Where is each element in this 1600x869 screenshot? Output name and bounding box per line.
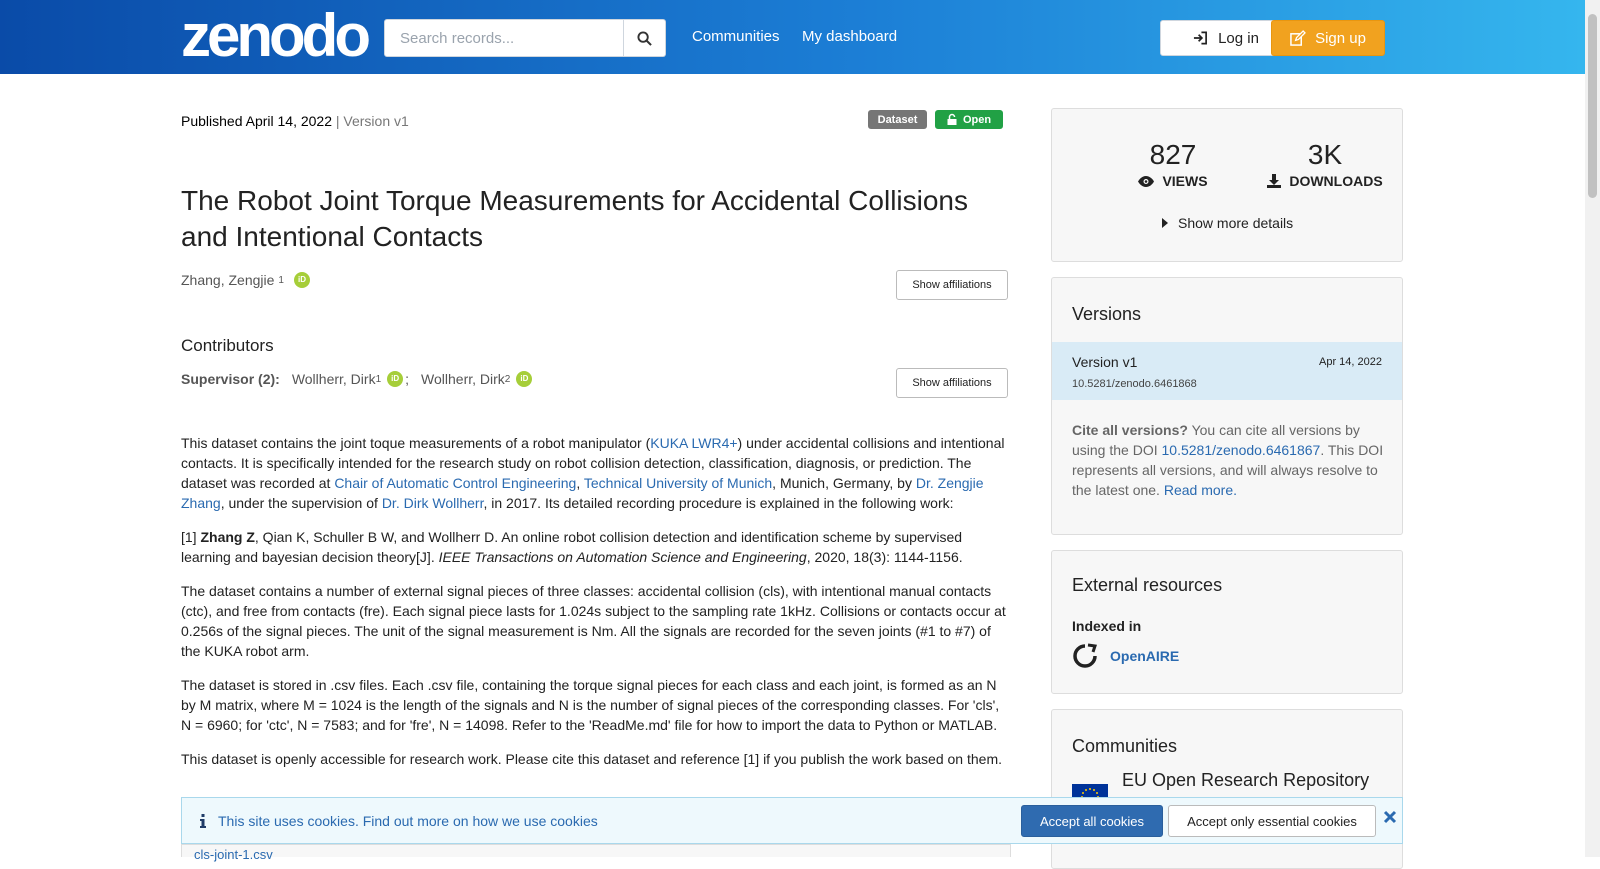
read-more-link[interactable]: Read more. — [1163, 482, 1237, 498]
supervisor-label: Supervisor (2): — [181, 371, 280, 387]
openaire-icon — [1072, 643, 1098, 669]
signup-button[interactable] — [1271, 20, 1385, 56]
version-name[interactable]: Version v1 — [1072, 354, 1138, 370]
search-input[interactable] — [384, 19, 624, 57]
external-resources-heading: External resources — [1072, 575, 1223, 595]
show-affiliations-button[interactable]: Show affiliations — [896, 368, 1008, 398]
creator-name[interactable]: Zhang, Zengjie — [181, 272, 275, 288]
cite-all-versions: Cite all versions? You can cite all versions by using the DOI 10.5281/zenodo.6461867. This DOI represents all versions, and will always resolve to the latest one. Read more. — [1072, 422, 1384, 498]
record-title: The Robot Joint Torque Measurements for Accidental Collisions and Intentional Contacts — [181, 185, 968, 252]
open-access-badge: Open — [935, 110, 1003, 129]
description-paragraph: The dataset contains a number of external signal pieces of three classes: accidental collision (cls), with intentional manual contacts (ctc), and free from contacts (fre). Each signal piece lasts for 1.024s subject to the sampling rate 1kHz. Collisions or contacts occur at 0.256s of the signal pieces. The unit of the signal measurement is Nm. All the signals are recorded for the seven joints (#1 to #7) of the KUKA robot arm. — [181, 583, 1006, 659]
search-bar — [384, 19, 666, 57]
file-name[interactable]: cls-joint-1.csv — [194, 847, 273, 862]
accept-essential-cookies-button[interactable]: Accept only essential cookies — [1168, 805, 1376, 837]
downloads-stat — [1250, 139, 1400, 189]
orcid-icon[interactable]: iD — [516, 371, 532, 387]
affiliation-index: 1 — [278, 274, 284, 286]
page-scrollbar[interactable] — [1585, 0, 1600, 857]
downloads-count: 3K — [1307, 139, 1343, 170]
eye-icon — [1138, 176, 1154, 187]
zenodo-logo[interactable] — [181, 2, 367, 69]
views-stat — [1098, 139, 1248, 189]
nav-my-dashboard[interactable]: My dashboard — [802, 28, 898, 45]
downloads-label: DOWNLOADS — [1289, 173, 1383, 189]
sign-in-icon — [1193, 31, 1208, 45]
caret-right-icon — [1162, 218, 1168, 228]
description-paragraph: This dataset is openly accessible for research work. Please cite this dataset and reference [1] if you publish the work based on them. — [181, 751, 1002, 767]
wollherr-link[interactable]: Dr. Dirk Wollherr — [381, 495, 484, 511]
signup-label: Sign up — [1315, 29, 1366, 47]
download-icon — [1267, 174, 1281, 188]
dataset-badge: Dataset — [868, 110, 927, 129]
show-affiliations-button[interactable]: Show affiliations — [896, 270, 1008, 300]
communities-heading: Communities — [1072, 736, 1178, 756]
unlock-icon — [947, 114, 957, 125]
kuka-link[interactable]: KUKA LWR4+ — [650, 435, 738, 451]
zhang-link[interactable]: Dr. Zengjie Zhang — [181, 475, 984, 511]
affiliation-index: 1 — [375, 373, 382, 385]
svg-text:zenodo: zenodo — [181, 2, 367, 69]
separator: ; — [405, 371, 410, 387]
affiliation-index: 2 — [504, 373, 511, 385]
community-name[interactable]: EU Open Research Repository — [1122, 770, 1370, 790]
orcid-icon[interactable]: iD — [294, 272, 310, 288]
views-count: 827 — [1149, 139, 1197, 170]
version-item[interactable] — [1052, 342, 1402, 400]
edit-icon — [1290, 31, 1305, 46]
chair-link[interactable]: Chair of Automatic Control Engineering — [334, 475, 577, 491]
supervisor-name[interactable]: Wollherr, Dirk — [291, 371, 376, 387]
description-paragraph: The dataset is stored in .csv files. Each .csv file, containing the torque signal pieces for each class and each joint, is formed as an N by M matrix, where M = 1024 is the length of the signals and N is the number of signal pieces of the corresponding classes. For 'cls', N = 6960; for 'ctc', N = 7583; and for 'fre', N = 14098. Refer to the 'ReadMe.md' file for how to import the data to Python or MATLAB. — [181, 677, 1000, 733]
orcid-icon[interactable]: iD — [387, 371, 403, 387]
description-paragraph: This dataset contains the joint toque measurements of a robot manipulator (KUKA LWR4+) under accidental collisions and intentional contacts. It is specifically intended for the research study on robot collision detection, classification, diagnosis, or prediction. The dataset was recorded at Chair of Automatic Control Engineering, Technical University of Munich, Munich, Germany, by Dr. Zengjie Zhang, under the supervision of Dr. Dirk Wollherr, in 2017. Its detailed recording procedure is explained in the following work: — [181, 435, 1005, 511]
stats-card — [1051, 108, 1403, 262]
cookie-text: This site uses cookies. Find out more on — [218, 813, 473, 829]
show-more-details[interactable]: Show more details — [1162, 215, 1293, 231]
info-icon — [200, 814, 206, 828]
views-label: VIEWS — [1162, 173, 1208, 189]
close-icon[interactable] — [1382, 809, 1398, 825]
cookie-policy-link[interactable]: how we use cookies — [472, 813, 598, 829]
versions-heading: Versions — [1072, 304, 1142, 324]
supervisor-name[interactable]: Wollherr, Dirk — [421, 371, 505, 387]
tum-link[interactable]: Technical University of Munich — [583, 475, 773, 491]
openaire-link[interactable]: OpenAIRE — [1072, 643, 1179, 669]
top-navbar — [0, 0, 1585, 74]
search-button[interactable] — [624, 19, 666, 57]
version-doi: 10.5281/zenodo.6461868 — [1072, 378, 1197, 390]
communities-card — [1051, 709, 1403, 869]
supervisor-list — [181, 371, 532, 387]
accept-all-cookies-button[interactable]: Accept all cookies — [1021, 805, 1163, 837]
record-description — [181, 433, 1011, 783]
nav-communities[interactable]: Communities — [692, 28, 780, 45]
cookie-banner — [181, 797, 1403, 844]
search-icon — [637, 31, 652, 46]
published-line — [181, 113, 409, 129]
contributors-heading: Contributors — [181, 336, 274, 355]
file-row[interactable] — [181, 844, 1011, 862]
version-label: | Version v1 — [335, 113, 409, 129]
scrollbar-thumb[interactable] — [1588, 14, 1597, 198]
login-label: Log in — [1218, 29, 1259, 47]
creator[interactable] — [181, 272, 310, 288]
versions-card — [1051, 277, 1403, 535]
version-date: Apr 14, 2022 — [1319, 356, 1382, 368]
reference-paragraph: [1] Zhang Z, Qian K, Schuller B W, and Wollherr D. An online robot collision detection and identification scheme by supervised learning and bayesian decision theory[J]. IEEE Transactions on Automation Science and Engineering, 2020, 18(3): 1144-1156. — [181, 529, 963, 565]
concept-doi-link[interactable]: 10.5281/zenodo.6461867 — [1161, 442, 1321, 458]
external-resources-card — [1051, 550, 1403, 694]
indexed-in-label: Indexed in — [1072, 618, 1142, 634]
published-date: Published April 14, 2022 — [181, 113, 332, 129]
